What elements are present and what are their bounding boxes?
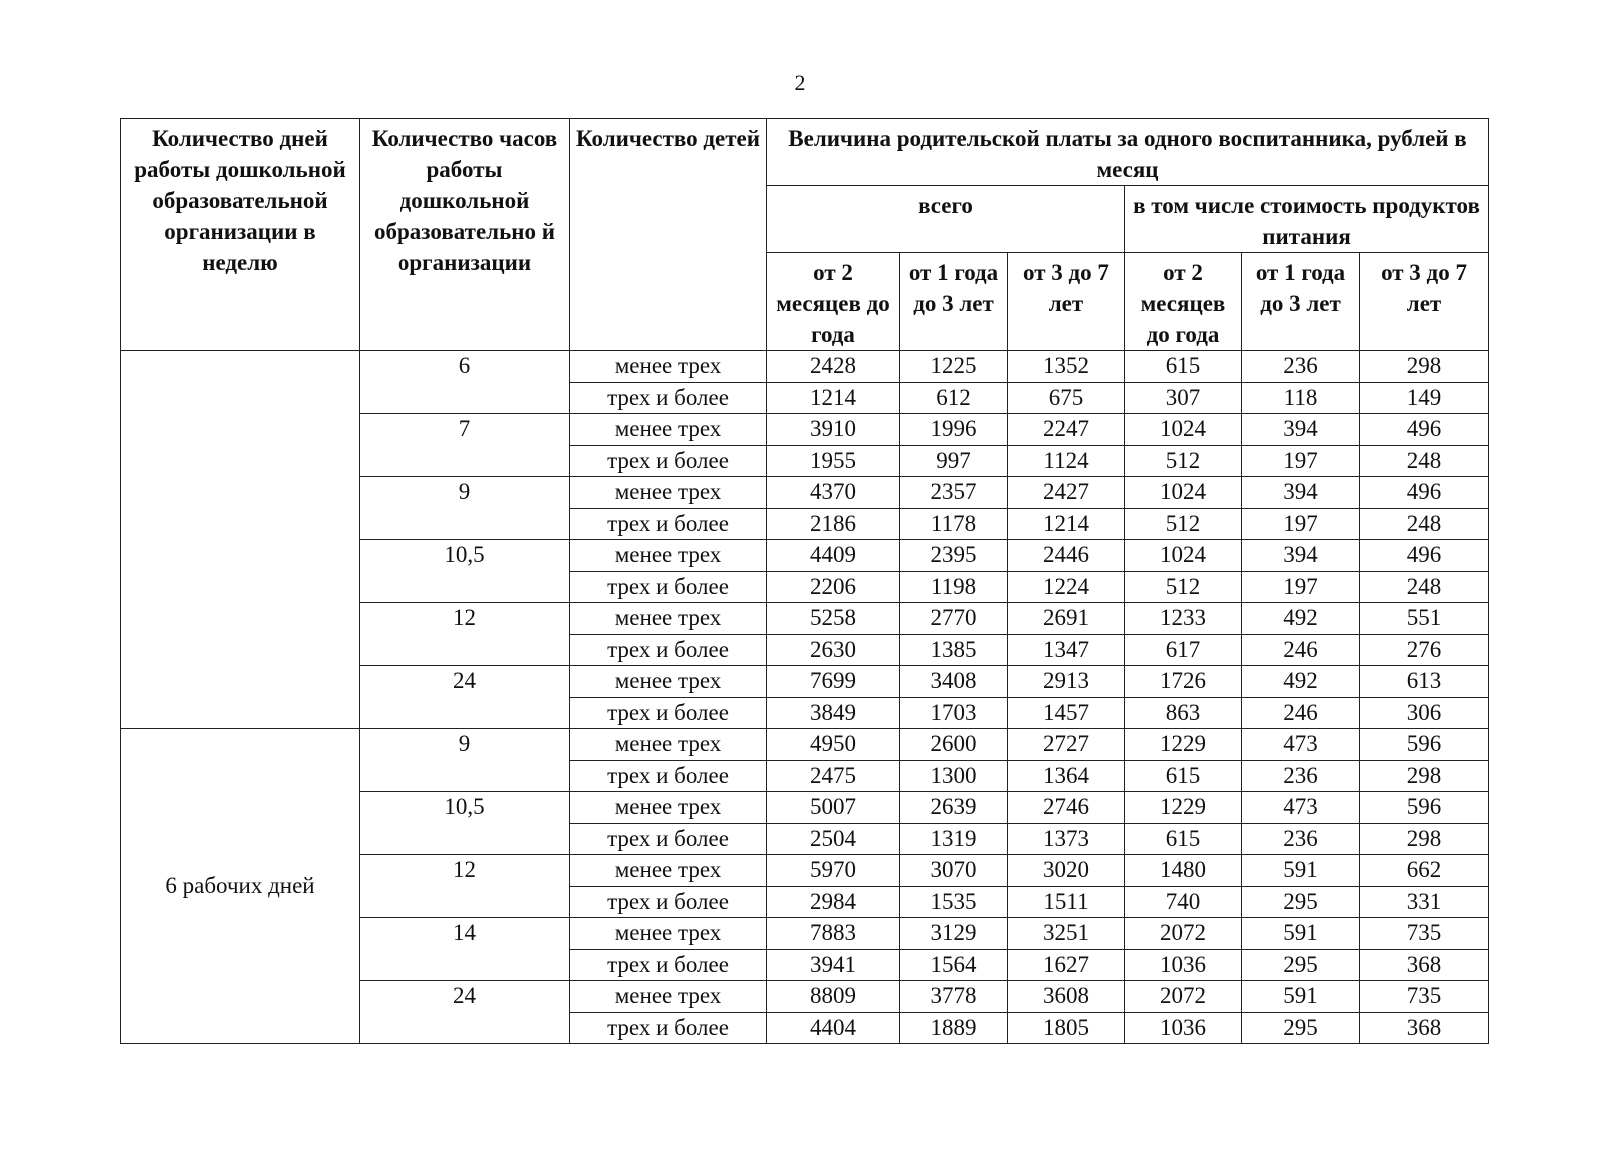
fee-value-cell: 1480 [1125,855,1242,887]
fee-value-cell: 5970 [767,855,900,887]
children-cell: трех и более [570,760,767,792]
header-food-group: в том числе стоимость продуктов питания [1125,186,1489,253]
fee-value-cell: 4409 [767,540,900,572]
children-cell: трех и более [570,697,767,729]
fee-value-cell: 197 [1242,571,1360,603]
fee-value-cell: 1955 [767,445,900,477]
fee-value-cell: 2428 [767,351,900,383]
fee-value-cell: 617 [1125,634,1242,666]
fee-value-cell: 1024 [1125,414,1242,446]
fee-value-cell: 248 [1360,445,1489,477]
table-row [121,351,1489,383]
fee-value-cell: 331 [1360,886,1489,918]
header-age-1-3: от 1 года до 3 лет [900,253,1008,351]
fee-value-cell: 615 [1125,351,1242,383]
fee-value-cell: 1364 [1008,760,1125,792]
fee-value-cell: 1805 [1008,1012,1125,1044]
header-food-age-1-3: от 1 года до 3 лет [1242,253,1360,351]
fee-value-cell: 2630 [767,634,900,666]
fee-value-cell: 1224 [1008,571,1125,603]
fee-value-cell: 1036 [1125,1012,1242,1044]
fee-value-cell: 394 [1242,477,1360,509]
children-cell: менее трех [570,351,767,383]
fee-value-cell: 236 [1242,760,1360,792]
children-cell: менее трех [570,729,767,761]
fee-value-cell: 492 [1242,666,1360,698]
fee-value-cell: 1319 [900,823,1008,855]
fee-value-cell: 1214 [767,382,900,414]
fee-value-cell: 246 [1242,634,1360,666]
children-cell: менее трех [570,792,767,824]
page-number: 2 [794,70,806,95]
hours-cell: 24 [360,666,570,729]
fee-value-cell: 473 [1242,792,1360,824]
days-cell [121,351,360,729]
fee-value-cell: 863 [1125,697,1242,729]
children-cell: трех и более [570,382,767,414]
fee-value-cell: 118 [1242,382,1360,414]
children-cell: трех и более [570,886,767,918]
fee-value-cell: 3020 [1008,855,1125,887]
fee-value-cell: 1225 [900,351,1008,383]
fee-value-cell: 512 [1125,571,1242,603]
fee-value-cell: 735 [1360,918,1489,950]
fee-value-cell: 306 [1360,697,1489,729]
fee-value-cell: 591 [1242,855,1360,887]
fee-value-cell: 197 [1242,445,1360,477]
fee-value-cell: 1373 [1008,823,1125,855]
fee-value-cell: 2600 [900,729,1008,761]
fee-value-cell: 1535 [900,886,1008,918]
fee-value-cell: 1627 [1008,949,1125,981]
fee-value-cell: 298 [1360,760,1489,792]
children-cell: трех и более [570,1012,767,1044]
fee-value-cell: 5258 [767,603,900,635]
fee-value-cell: 3778 [900,981,1008,1013]
fee-value-cell: 394 [1242,540,1360,572]
fee-value-cell: 298 [1360,823,1489,855]
header-hours: Количество часов работы дошкольной образовательно й организации [360,119,570,351]
fee-value-cell: 3941 [767,949,900,981]
fee-value-cell: 4950 [767,729,900,761]
fee-value-cell: 1352 [1008,351,1125,383]
fee-value-cell: 662 [1360,855,1489,887]
hours-cell: 7 [360,414,570,477]
children-cell: трех и более [570,508,767,540]
fee-value-cell: 276 [1360,634,1489,666]
children-cell: менее трех [570,981,767,1013]
fee-value-cell: 197 [1242,508,1360,540]
fee-value-cell: 368 [1360,949,1489,981]
fee-value-cell: 2427 [1008,477,1125,509]
fee-value-cell: 496 [1360,414,1489,446]
fee-value-cell: 3849 [767,697,900,729]
children-cell: менее трех [570,414,767,446]
fee-value-cell: 5007 [767,792,900,824]
fee-value-cell: 3070 [900,855,1008,887]
fee-value-cell: 473 [1242,729,1360,761]
fee-value-cell: 1385 [900,634,1008,666]
fee-value-cell: 2186 [767,508,900,540]
hours-cell: 14 [360,918,570,981]
fee-value-cell: 2913 [1008,666,1125,698]
fee-value-cell: 1229 [1125,792,1242,824]
children-cell: менее трех [570,477,767,509]
fee-value-cell: 1996 [900,414,1008,446]
fee-value-cell: 1214 [1008,508,1125,540]
hours-cell: 9 [360,729,570,792]
header-age-3-7: от 3 до 7 лет [1008,253,1125,351]
hours-cell: 9 [360,477,570,540]
fee-value-cell: 1124 [1008,445,1125,477]
fee-value-cell: 1703 [900,697,1008,729]
fee-value-cell: 2727 [1008,729,1125,761]
fee-value-cell: 551 [1360,603,1489,635]
fee-value-cell: 295 [1242,1012,1360,1044]
hours-cell: 12 [360,603,570,666]
header-fee-group: Величина родительской платы за одного воспитанника, рублей в месяц [767,119,1489,186]
fee-value-cell: 3129 [900,918,1008,950]
fee-value-cell: 2475 [767,760,900,792]
fee-value-cell: 295 [1242,949,1360,981]
fee-value-cell: 3408 [900,666,1008,698]
hours-cell: 24 [360,981,570,1044]
children-cell: трех и более [570,949,767,981]
fee-value-cell: 1198 [900,571,1008,603]
header-food-age-3-7: от 3 до 7 лет [1360,253,1489,351]
fee-value-cell: 3608 [1008,981,1125,1013]
fee-value-cell: 2072 [1125,918,1242,950]
fee-value-cell: 2746 [1008,792,1125,824]
fee-value-cell: 1233 [1125,603,1242,635]
fee-value-cell: 1889 [900,1012,1008,1044]
fee-value-cell: 248 [1360,508,1489,540]
hours-cell: 10,5 [360,540,570,603]
fee-value-cell: 295 [1242,886,1360,918]
fee-value-cell: 1726 [1125,666,1242,698]
fee-value-cell: 615 [1125,760,1242,792]
fee-value-cell: 492 [1242,603,1360,635]
children-cell: менее трех [570,918,767,950]
fee-value-cell: 4404 [767,1012,900,1044]
fee-value-cell: 2072 [1125,981,1242,1013]
fee-value-cell: 298 [1360,351,1489,383]
fee-value-cell: 2206 [767,571,900,603]
fee-value-cell: 591 [1242,981,1360,1013]
fee-value-cell: 307 [1125,382,1242,414]
header-days: Количество дней работы дошкольной образовательной организации в неделю [121,119,360,351]
fee-value-cell: 2691 [1008,603,1125,635]
fee-value-cell: 596 [1360,792,1489,824]
table-header [121,119,1489,351]
fee-value-cell: 4370 [767,477,900,509]
fee-value-cell: 236 [1242,351,1360,383]
fee-value-cell: 615 [1125,823,1242,855]
days-cell: 6 рабочих дней [121,729,360,1044]
children-cell: менее трех [570,855,767,887]
fee-value-cell: 2357 [900,477,1008,509]
children-cell: трех и более [570,823,767,855]
fee-value-cell: 2504 [767,823,900,855]
fee-value-cell: 149 [1360,382,1489,414]
hours-cell: 6 [360,351,570,414]
hours-cell: 12 [360,855,570,918]
fee-value-cell: 246 [1242,697,1360,729]
fee-value-cell: 1036 [1125,949,1242,981]
fee-value-cell: 7883 [767,918,900,950]
fee-value-cell: 997 [900,445,1008,477]
fee-value-cell: 613 [1360,666,1489,698]
fee-value-cell: 1024 [1125,477,1242,509]
fee-value-cell: 496 [1360,540,1489,572]
fee-value-cell: 3251 [1008,918,1125,950]
fee-value-cell: 1347 [1008,634,1125,666]
table-body [121,351,1489,1044]
fee-value-cell: 1511 [1008,886,1125,918]
fee-value-cell: 368 [1360,1012,1489,1044]
children-cell: трех и более [570,571,767,603]
children-cell: менее трех [570,603,767,635]
fee-value-cell: 1564 [900,949,1008,981]
fee-value-cell: 2247 [1008,414,1125,446]
fee-value-cell: 740 [1125,886,1242,918]
fee-value-cell: 7699 [767,666,900,698]
fee-value-cell: 735 [1360,981,1489,1013]
fee-value-cell: 612 [900,382,1008,414]
fee-value-cell: 236 [1242,823,1360,855]
fee-value-cell: 2984 [767,886,900,918]
fee-value-cell: 394 [1242,414,1360,446]
children-cell: трех и более [570,445,767,477]
fee-value-cell: 1457 [1008,697,1125,729]
fee-value-cell: 1178 [900,508,1008,540]
fee-value-cell: 248 [1360,571,1489,603]
header-children: Количество детей [570,119,767,351]
fee-value-cell: 3910 [767,414,900,446]
fee-value-cell: 2770 [900,603,1008,635]
fee-value-cell: 1024 [1125,540,1242,572]
header-food-age-2m-1y: от 2 месяцев до года [1125,253,1242,351]
fee-value-cell: 496 [1360,477,1489,509]
children-cell: трех и более [570,634,767,666]
children-cell: менее трех [570,666,767,698]
fee-value-cell: 2395 [900,540,1008,572]
children-cell: менее трех [570,540,767,572]
hours-cell: 10,5 [360,792,570,855]
fee-value-cell: 675 [1008,382,1125,414]
fee-value-cell: 596 [1360,729,1489,761]
header-age-2m-1y: от 2 месяцев до года [767,253,900,351]
fee-value-cell: 512 [1125,508,1242,540]
header-total-group: всего [767,186,1125,253]
parental-fee-table [120,118,1489,1044]
table-row [121,729,1489,761]
fee-value-cell: 512 [1125,445,1242,477]
fee-value-cell: 2446 [1008,540,1125,572]
fee-value-cell: 8809 [767,981,900,1013]
fee-value-cell: 1229 [1125,729,1242,761]
fee-value-cell: 2639 [900,792,1008,824]
fee-value-cell: 591 [1242,918,1360,950]
fee-value-cell: 1300 [900,760,1008,792]
